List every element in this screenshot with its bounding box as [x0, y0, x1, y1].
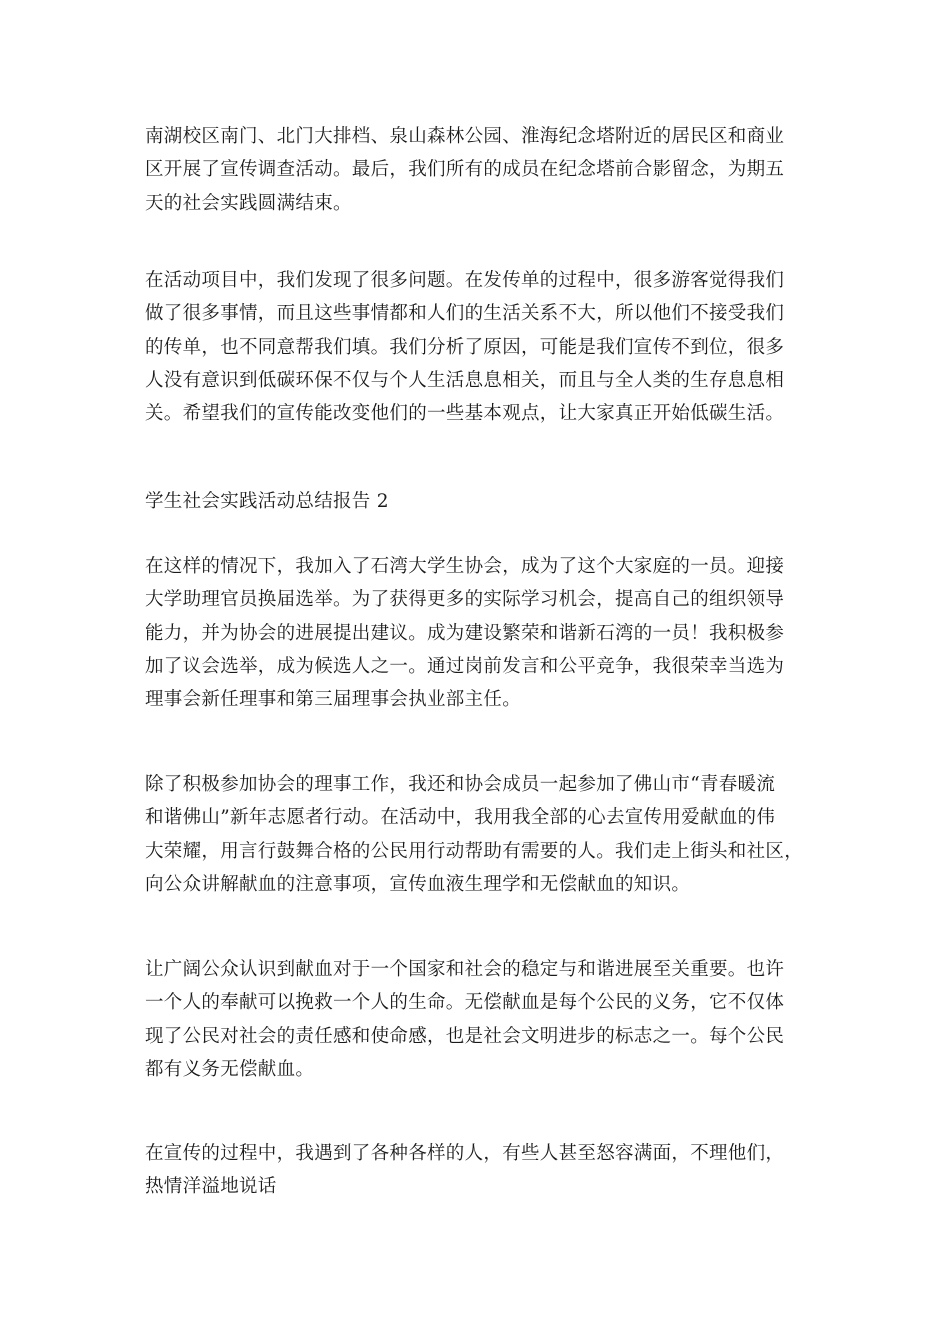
text-line: 的传单，也不同意帮我们填。我们分析了原因，可能是我们宣传不到位，很多: [145, 336, 785, 358]
text-line: 和谐佛山”新年志愿者行动。在活动中，我用我全部的心去宣传用爱献血的伟: [145, 807, 776, 829]
paragraph-blood-donation: [145, 953, 815, 1086]
text-line: 能力，并为协会的进展提出建议。成为建设繁荣和谐新石湾的一员！我积极参: [145, 622, 785, 644]
text-line: 在宣传的过程中，我遇到了各种各样的人，有些人甚至怒容满面，不理他们，: [145, 1143, 785, 1164]
paragraph-publicity-process: [145, 1137, 815, 1204]
text-line: 在这样的情况下，我加入了石湾大学生协会，成为了这个大家庭的一员。迎接: [145, 556, 785, 577]
text-line: 理事会新任理事和第三届理事会执业部主任。: [145, 689, 522, 711]
text-line: 在活动项目中，我们发现了很多问题。在发传单的过程中，很多游客觉得我们: [145, 270, 785, 291]
text-line: 热情洋溢地说话: [145, 1176, 277, 1198]
text-line: 南湖校区南门、北门大排档、泉山森林公园、淮海纪念塔附近的居民区和商业: [145, 126, 785, 147]
text-line: 区开展了宣传调查活动。最后，我们所有的成员在纪念塔前合影留念，为期五: [145, 159, 785, 181]
paragraph-volunteer-action: [145, 768, 815, 901]
text-line: 一个人的奉献可以挽救一个人的生命。无偿献血是每个公民的义务，它不仅体: [145, 992, 785, 1014]
text-line: 人没有意识到低碳环保不仅与个人生活息息相关，而且与全人类的生存息息相: [145, 369, 785, 391]
text-line: 大学助理官员换届选举。为了获得更多的实际学习机会，提高自己的组织领导: [145, 589, 785, 611]
text-line: 都有义务无偿献血。: [145, 1058, 315, 1080]
text-line: 除了积极参加协会的理事工作，我还和协会成员一起参加了佛山市“青春暖流: [145, 774, 776, 795]
text-line: 向公众讲解献血的注意事项，宣传血液生理学和无偿献血的知识。: [145, 873, 691, 895]
heading-text: 学生社会实践活动总结报告 2: [145, 491, 389, 512]
section-heading-report-2: [145, 485, 815, 518]
paragraph-problems-found: [145, 264, 815, 430]
paragraph-joining-association: [145, 550, 815, 716]
text-line: 做了很多事情，而且这些事情都和人们的生活关系不大，所以他们不接受我们: [145, 303, 785, 325]
text-line: 加了议会选举，成为候选人之一。通过岗前发言和公平竞争，我很荣幸当选为: [145, 655, 785, 677]
text-line: 现了公民对社会的责任感和使命感，也是社会文明进步的标志之一。每个公民: [145, 1025, 785, 1047]
text-line: 关。希望我们的宣传能改变他们的一些基本观点，让大家真正开始低碳生活。: [145, 403, 785, 425]
paragraph-activity-locations: [145, 120, 815, 220]
text-line: 让广阔公众认识到献血对于一个国家和社会的稳定与和谐进展至关重要。也许: [145, 959, 785, 980]
text-line: 天的社会实践圆满结束。: [145, 192, 352, 214]
text-line: 大荣耀，用言行鼓舞合格的公民用行动帮助有需要的人。我们走上街头和社区，: [145, 840, 804, 862]
